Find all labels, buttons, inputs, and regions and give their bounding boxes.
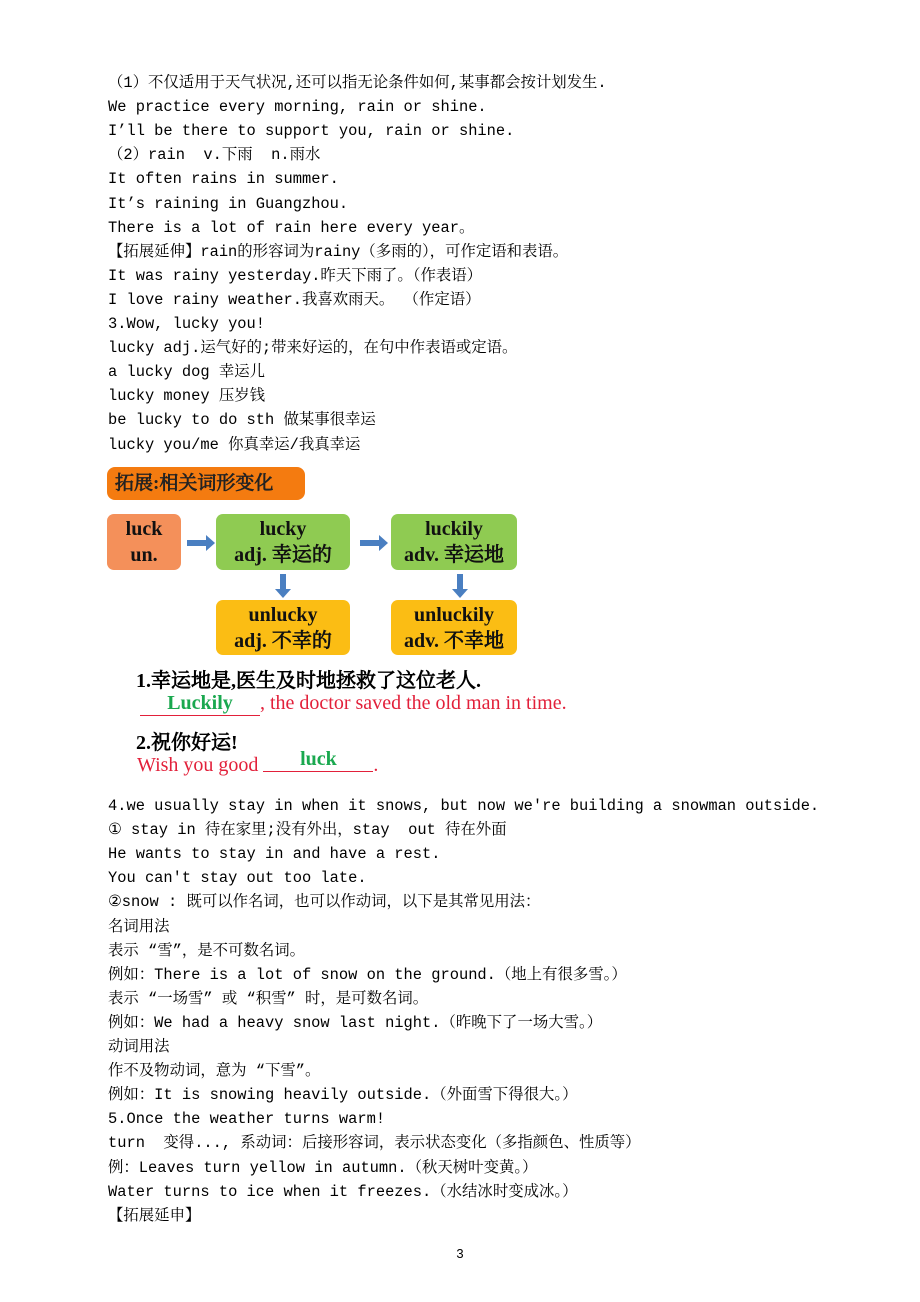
text-line: I’ll be there to support you, rain or shine. xyxy=(108,122,515,141)
text-line: lucky money 压岁钱 xyxy=(108,387,266,406)
part-of-speech: un. xyxy=(130,544,158,566)
text-line: 表示 “一场雪” 或 “积雪” 时，是可数名词。 xyxy=(108,989,429,1008)
word: unlucky xyxy=(248,604,318,626)
text-line: 3.Wow, lucky you! xyxy=(108,315,266,333)
text-line: There is a lot of rain here every year。 xyxy=(108,218,475,237)
text-line: We practice every morning, rain or shine. xyxy=(108,98,487,117)
extension-banner: 拓展:相关词形变化 xyxy=(107,467,305,500)
text-line: a lucky dog 幸运儿 xyxy=(108,363,266,382)
text-line: Water turns to ice when it freezes.（水结冰时变成冰。） xyxy=(108,1182,578,1201)
arrow-right-icon xyxy=(360,540,380,546)
text-line: 名词用法 xyxy=(108,917,170,936)
word-form-diagram xyxy=(104,464,624,794)
text-line: I love rainy weather.我喜欢雨天。 （作定语） xyxy=(108,290,481,309)
text-line: It’s raining in Guangzhou. xyxy=(108,194,349,213)
text-line: 例如：It is snowing heavily outside.（外面雪下得很大。） xyxy=(108,1086,578,1105)
part-of-speech: adj. 幸运的 xyxy=(234,544,332,566)
text-line: ②snow : 既可以作名词，也可以作动词，以下是其常见用法： xyxy=(108,893,541,912)
box-unluckily xyxy=(391,600,517,655)
text-line: 例如：There is a lot of snow on the ground.（地上有很多雪。） xyxy=(108,965,627,984)
text-line: be lucky to do sth 做某事很幸运 xyxy=(108,411,376,430)
word: unluckily xyxy=(413,604,495,626)
text-line: 4.we usually stay in when it snows, but now we're building a snowman outside. xyxy=(108,797,820,815)
answer-luckily: Luckily xyxy=(167,692,233,714)
text-line: 【拓展延申】 xyxy=(108,1206,201,1225)
exercise-1-question: 1.幸运地是,医生及时地拯救了这位老人. xyxy=(136,670,481,692)
exercise-2-sentence xyxy=(137,748,379,778)
arrow-right-icon xyxy=(187,540,207,546)
text-line: lucky you/me 你真幸运/我真幸运 xyxy=(108,435,361,454)
text-line: 【拓展延伸】rain的形容词为rainy（多雨的），可作定语和表语。 xyxy=(108,242,569,261)
arrow-down-icon xyxy=(457,574,463,590)
text-line: It was rainy yesterday.昨天下雨了。（作表语） xyxy=(108,266,483,285)
text-line: ① stay in 待在家里;没有外出，stay out 待在外面 xyxy=(108,821,507,840)
text-line: 表示 “雪”，是不可数名词。 xyxy=(108,941,306,960)
text-line: He wants to stay in and have a rest. xyxy=(108,845,441,864)
text-line: lucky adj.运气好的;带来好运的，在句中作表语或定语。 xyxy=(108,339,518,358)
text-line: 动词用法 xyxy=(108,1038,170,1056)
answer-luck: luck xyxy=(300,748,337,770)
part-of-speech: adv. 幸运地 xyxy=(403,544,505,566)
box-luck xyxy=(107,514,181,570)
sentence-end: . xyxy=(373,754,379,776)
word: lucky xyxy=(259,518,307,540)
exercise-2-question: 2.祝你好运! xyxy=(136,732,238,754)
arrow-down-icon xyxy=(280,574,286,590)
box-luckily xyxy=(391,514,517,570)
exercise-1-sentence xyxy=(140,692,567,716)
text-line: turn 变得..., 系动词：后接形容词，表示状态变化（多指颜色、性质等） xyxy=(108,1134,641,1153)
text-line: 例如：We had a heavy snow last night.（昨晚下了一场大雪。） xyxy=(108,1013,603,1032)
text-line: 5.Once the weather turns warm! xyxy=(108,1110,386,1129)
box-unlucky xyxy=(216,600,350,655)
part-of-speech: adv. 不幸地 xyxy=(403,630,505,652)
box-lucky xyxy=(216,514,350,570)
text-line: （2）rain v.下雨 n.雨水 xyxy=(108,146,321,165)
sentence-rest: , the doctor saved the old man in time. xyxy=(260,692,567,714)
text-line: 例：Leaves turn yellow in autumn.（秋天树叶变黄。） xyxy=(108,1158,538,1177)
text-line: It often rains in summer. xyxy=(108,170,339,189)
text-line: 作不及物动词，意为 “下雪”。 xyxy=(108,1062,321,1081)
word: luckily xyxy=(425,518,483,540)
text-line: （1）不仅适用于天气状况,还可以指无论条件如何,某事都会按计划发生. xyxy=(108,74,607,92)
text-line: You can't stay out too late. xyxy=(108,869,367,888)
word: luck xyxy=(125,518,163,540)
part-of-speech: adj. 不幸的 xyxy=(234,630,332,652)
sentence-start: Wish you good xyxy=(137,754,264,776)
page-number: 3 xyxy=(456,1246,464,1261)
